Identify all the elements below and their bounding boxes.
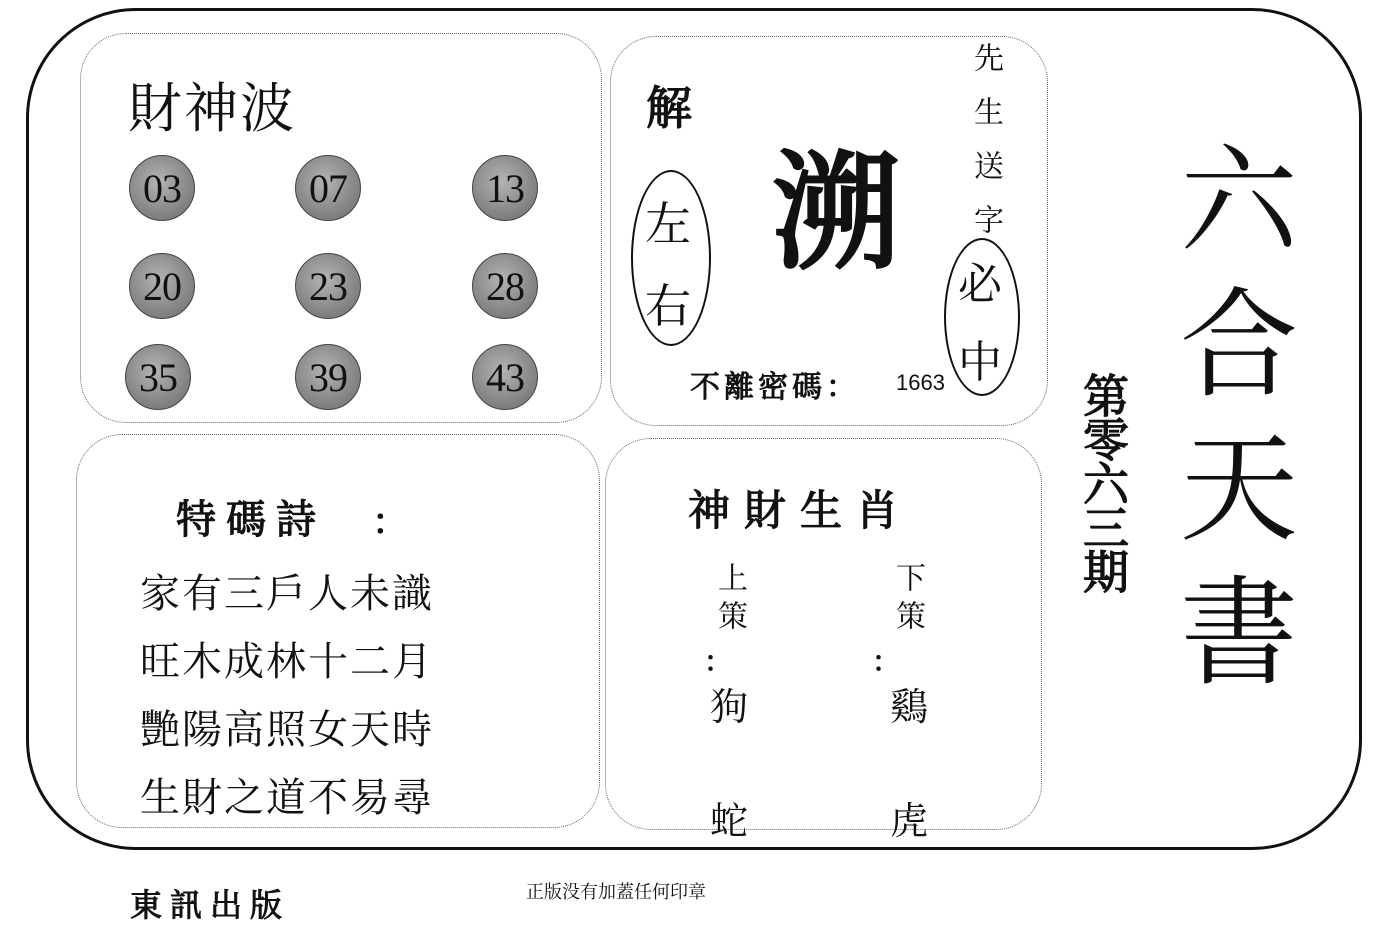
lower-zodiac-1: 鷄	[890, 685, 929, 729]
poem-title: 特碼詩	[176, 497, 326, 543]
xiansheng-text: 先生送字	[968, 42, 1003, 258]
issue-label: 第零六三期	[1076, 372, 1130, 592]
main-char: 溯	[772, 139, 901, 288]
caishen-title: 財神波	[128, 77, 296, 140]
lower-label: 下策	[890, 562, 925, 638]
number-ball: 28	[472, 253, 538, 319]
upper-zodiac-2: 蛇	[710, 799, 749, 843]
number-ball: 39	[295, 344, 361, 410]
upper-label: 上策	[712, 562, 747, 638]
poem-colon: ：	[372, 502, 409, 543]
number-ball: 20	[129, 253, 195, 319]
main-title: 六合天書	[1160, 138, 1298, 714]
zodiac-title: 神財生肖	[688, 486, 913, 535]
lower-zodiac-2: 虎	[890, 799, 929, 843]
number-ball: 03	[129, 155, 195, 221]
buli-value: 1663	[896, 370, 945, 395]
number-ball: 07	[295, 155, 361, 221]
poem-line: 生財之道不易尋	[140, 775, 434, 821]
number-ball: 35	[125, 344, 191, 410]
buli-label: 不離密碼：	[690, 370, 860, 405]
number-ball: 23	[295, 253, 361, 319]
zhong-char: 中	[958, 337, 1002, 388]
poem-line: 旺木成林十二月	[140, 639, 434, 685]
notice: 正版没有加蓋任何印章	[526, 882, 706, 903]
number-ball: 43	[472, 344, 538, 410]
poem-line: 艷陽高照女天時	[140, 707, 434, 753]
bi-char: 必	[958, 259, 1002, 310]
upper-zodiac-1: 狗	[710, 685, 749, 729]
right-char: 右	[645, 279, 691, 333]
poem-line: 家有三戶人未識	[140, 571, 434, 617]
lower-colon: ：	[872, 645, 901, 678]
jie-label: 解	[646, 81, 692, 135]
number-ball: 13	[472, 155, 538, 221]
upper-colon: ：	[704, 645, 733, 678]
publisher: 東訊出版	[130, 886, 291, 924]
left-char: 左	[645, 197, 691, 251]
